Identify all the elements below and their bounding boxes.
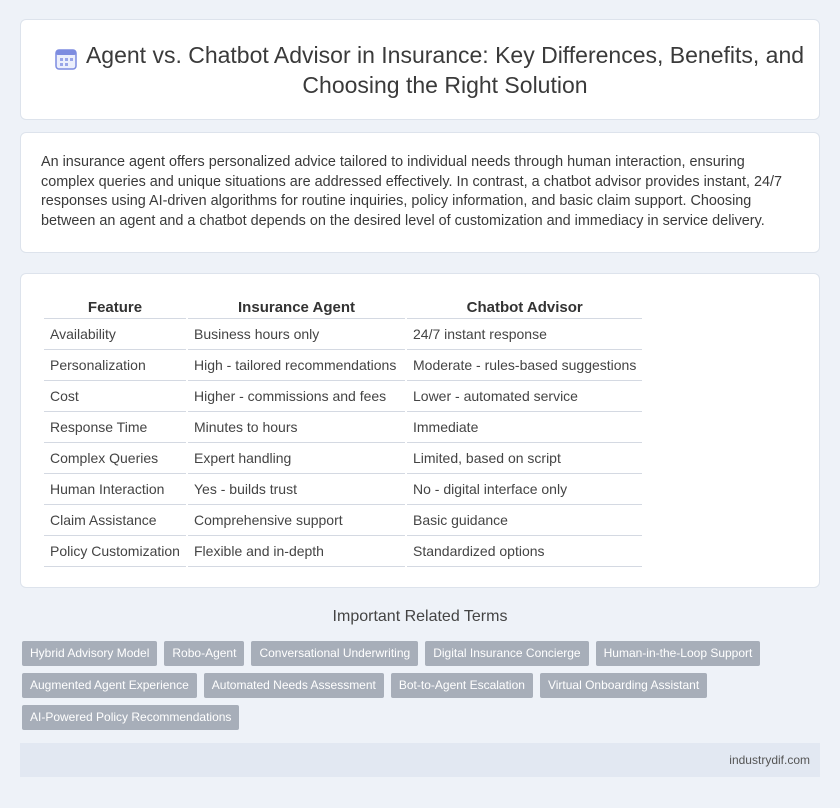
- agent-cell: Minutes to hours: [188, 412, 405, 443]
- feature-cell: Personalization: [44, 350, 186, 381]
- table-header-row: [44, 296, 642, 319]
- table-row: [44, 381, 642, 412]
- chatbot-cell: Lower - automated service: [407, 381, 642, 412]
- column-header-chatbot: Chatbot Advisor: [407, 296, 642, 319]
- agent-cell: Expert handling: [188, 443, 405, 474]
- page-title: Agent vs. Chatbot Advisor in Insurance: Key Differences, Benefits, and Choosing the Right Solution: [85, 41, 805, 98]
- related-term-tag[interactable]: AI-Powered Policy Recommendations: [22, 705, 239, 730]
- column-header-agent: Insurance Agent: [188, 296, 405, 319]
- feature-cell: Claim Assistance: [44, 505, 186, 536]
- footer-site-link[interactable]: industrydif.com: [729, 753, 810, 767]
- table-row: [44, 319, 642, 350]
- comparison-table: [42, 296, 644, 567]
- agent-cell: Flexible and in-depth: [188, 536, 405, 567]
- column-header-feature: Feature: [44, 296, 186, 319]
- table-row: [44, 350, 642, 381]
- chatbot-cell: No - digital interface only: [407, 474, 642, 505]
- table-row: [44, 443, 642, 474]
- chatbot-cell: Moderate - rules-based suggestions: [407, 350, 642, 381]
- related-term-tag[interactable]: Augmented Agent Experience: [22, 673, 197, 698]
- related-term-tag[interactable]: Bot-to-Agent Escalation: [391, 673, 533, 698]
- feature-cell: Response Time: [44, 412, 186, 443]
- table-row: [44, 536, 642, 567]
- related-terms-list: [22, 641, 782, 737]
- table-row: [44, 474, 642, 505]
- related-term-tag[interactable]: Conversational Underwriting: [251, 641, 418, 666]
- calendar-icon: [54, 47, 78, 71]
- feature-cell: Policy Customization: [44, 536, 186, 567]
- summary-card: [20, 132, 820, 253]
- related-term-tag[interactable]: Human-in-the-Loop Support: [596, 641, 761, 666]
- agent-cell: High - tailored recommendations: [188, 350, 405, 381]
- agent-cell: Comprehensive support: [188, 505, 405, 536]
- chatbot-cell: Immediate: [407, 412, 642, 443]
- related-term-tag[interactable]: Robo-Agent: [164, 641, 244, 666]
- agent-cell: Higher - commissions and fees: [188, 381, 405, 412]
- related-terms-heading: Important Related Terms: [332, 608, 508, 625]
- related-term-tag[interactable]: Digital Insurance Concierge: [425, 641, 588, 666]
- chatbot-cell: Standardized options: [407, 536, 642, 567]
- related-term-tag[interactable]: Virtual Onboarding Assistant: [540, 673, 707, 698]
- feature-cell: Availability: [44, 319, 186, 350]
- feature-cell: Cost: [44, 381, 186, 412]
- table-row: [44, 505, 642, 536]
- related-term-tag[interactable]: Hybrid Advisory Model: [22, 641, 157, 666]
- chatbot-cell: Limited, based on script: [407, 443, 642, 474]
- feature-cell: Human Interaction: [44, 474, 186, 505]
- table-row: [44, 412, 642, 443]
- footer-bar: [20, 743, 820, 777]
- chatbot-cell: Basic guidance: [407, 505, 642, 536]
- title-card: [20, 19, 820, 120]
- agent-cell: Yes - builds trust: [188, 474, 405, 505]
- feature-cell: Complex Queries: [44, 443, 186, 474]
- summary-text: An insurance agent offers personalized advice tailored to individual needs through human interaction, ensuring complex queries and unique situations are addressed effectively. In contrast, a chatbot advisor provides instant, 24/7 responses using AI-driven algorithms for routine inquiries, policy information, and basic claim support. Choosing between an agent and a chatbot depends on the desired level of customization and immediacy in service delivery.: [41, 154, 783, 229]
- chatbot-cell: 24/7 instant response: [407, 319, 642, 350]
- related-term-tag[interactable]: Automated Needs Assessment: [204, 673, 384, 698]
- agent-cell: Business hours only: [188, 319, 405, 350]
- comparison-card: [20, 273, 820, 588]
